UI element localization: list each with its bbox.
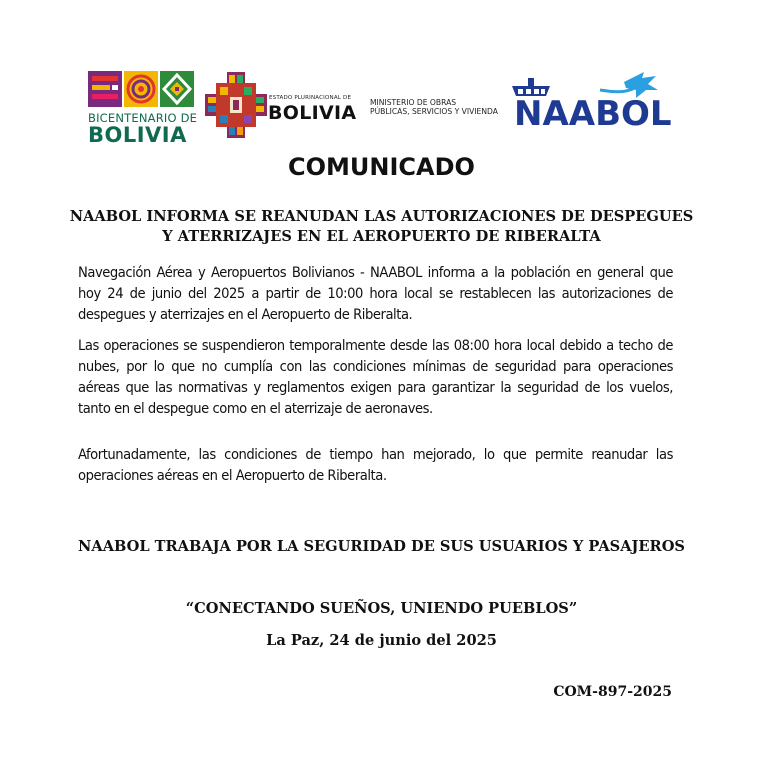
pattern-square-purple	[88, 71, 122, 107]
bicentenario-emblem	[88, 71, 194, 107]
pattern-square-yellow	[124, 71, 158, 107]
bicentenario-logo	[88, 71, 198, 147]
naabol-logo	[508, 72, 672, 140]
communique-code: COM-897-2025	[553, 684, 672, 700]
page-title: COMUNICADO	[288, 153, 475, 181]
estado-text-top: ESTADO PLURINACIONAL DE	[269, 95, 352, 101]
body-paragraph-2: Las operaciones se suspendieron temporalmente desde las 08:00 hora local debido a techo de nubes, por lo que no cumplía con las condiciones mínimas de seguridad para operaciones aéreas que las normativas y reglamentos exigen para garantizar la seguridad de los vuelos, tanto en el despegue como en el aterrizaje de aeronaves.	[78, 337, 673, 417]
headline	[60, 207, 703, 247]
body-paragraph-3: Afortunadamente, las condiciones de tiempo han mejorado, lo que permite reanudar las operaciones aéreas en el Aeropuerto de Riberalta.	[78, 446, 673, 484]
body-paragraph-1: Navegación Aérea y Aeropuertos Bolivianos - NAABOL informa a la población en general que hoy 24 de junio del 2025 a partir de 10:00 hora local se restablecen las autorizaciones de despegues y aterrizajes en el Aeropuerto de Riberalta.	[78, 264, 673, 323]
ministerio-text-bottom: PÚBLICAS, SERVICIOS Y VIVIENDA	[370, 107, 498, 116]
slogan: “CONECTANDO SUEÑOS, UNIENDO PUEBLOS”	[185, 600, 578, 617]
headline-line-2: Y ATERRIZAJES EN EL AEROPUERTO DE RIBERALTA	[162, 228, 601, 245]
estado-text-bottom: BOLIVIA	[268, 102, 357, 124]
place-date: La Paz, 24 de junio del 2025	[266, 632, 497, 649]
estado-plurinacional-logo	[205, 72, 355, 138]
bicentenario-text-top: BICENTENARIO DE	[88, 111, 198, 125]
chakana-emblem-icon	[205, 72, 267, 138]
naabol-wordmark: NAABOL	[514, 94, 672, 134]
headline-line-1: NAABOL INFORMA SE REANUDAN LAS AUTORIZACIONES DE DESPEGUES	[69, 208, 694, 225]
motto: NAABOL TRABAJA POR LA SEGURIDAD DE SUS USUARIOS Y PASAJEROS	[78, 538, 685, 555]
header-logos	[0, 66, 763, 146]
ministerio-text-top: MINISTERIO DE OBRAS	[370, 98, 457, 107]
pattern-square-green	[160, 71, 194, 107]
bicentenario-text-bottom: BOLIVIA	[88, 123, 187, 147]
ministerio-logo	[370, 98, 498, 116]
